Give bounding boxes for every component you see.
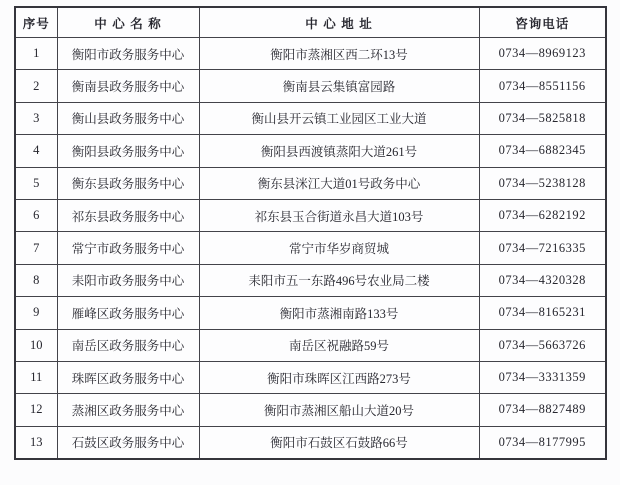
cell-row-number: 12 <box>15 394 57 426</box>
cell-center-name: 常宁市政务服务中心 <box>57 232 199 264</box>
cell-phone-number: 0734—8969123 <box>479 38 606 70</box>
cell-phone-number: 0734—8177995 <box>479 426 606 459</box>
table-row <box>15 167 606 199</box>
cell-center-address: 衡阳市蒸湘南路133号 <box>199 297 479 329</box>
cell-center-address: 祁东县玉合街道永昌大道103号 <box>199 199 479 231</box>
table-header <box>15 7 606 38</box>
cell-phone-number: 0734—5825818 <box>479 102 606 134</box>
cell-row-number: 6 <box>15 199 57 231</box>
cell-center-name: 雁峰区政务服务中心 <box>57 297 199 329</box>
cell-center-address: 衡阳市珠晖区江西路273号 <box>199 361 479 393</box>
cell-row-number: 9 <box>15 297 57 329</box>
table-row <box>15 297 606 329</box>
cell-row-number: 13 <box>15 426 57 459</box>
table-row <box>15 38 606 70</box>
cell-center-address: 衡阳市石鼓区石鼓路66号 <box>199 426 479 459</box>
cell-center-address: 耒阳市五一东路496号农业局二楼 <box>199 264 479 296</box>
cell-center-name: 石鼓区政务服务中心 <box>57 426 199 459</box>
cell-center-name: 衡阳县政务服务中心 <box>57 135 199 167</box>
header-row <box>15 7 606 38</box>
table-row <box>15 264 606 296</box>
cell-center-name: 耒阳市政务服务中心 <box>57 264 199 296</box>
cell-center-address: 衡南县云集镇富园路 <box>199 70 479 102</box>
table-row <box>15 426 606 459</box>
cell-row-number: 2 <box>15 70 57 102</box>
cell-center-name: 衡东县政务服务中心 <box>57 167 199 199</box>
cell-phone-number: 0734—7216335 <box>479 232 606 264</box>
cell-phone-number: 0734—8551156 <box>479 70 606 102</box>
cell-row-number: 11 <box>15 361 57 393</box>
cell-phone-number: 0734—8827489 <box>479 394 606 426</box>
cell-center-address: 常宁市华岁商贸城 <box>199 232 479 264</box>
table-row <box>15 102 606 134</box>
cell-center-address: 衡阳县西渡镇蒸阳大道261号 <box>199 135 479 167</box>
cell-center-address: 衡阳市蒸湘区船山大道20号 <box>199 394 479 426</box>
cell-center-name: 衡阳市政务服务中心 <box>57 38 199 70</box>
cell-center-address: 衡山县开云镇工业园区工业大道 <box>199 102 479 134</box>
cell-center-address: 衡阳市蒸湘区西二环13号 <box>199 38 479 70</box>
cell-center-name: 衡山县政务服务中心 <box>57 102 199 134</box>
cell-phone-number: 0734—5663726 <box>479 329 606 361</box>
cell-row-number: 7 <box>15 232 57 264</box>
table-row <box>15 70 606 102</box>
cell-row-number: 1 <box>15 38 57 70</box>
table-row <box>15 135 606 167</box>
table-body <box>15 38 606 460</box>
table-row <box>15 232 606 264</box>
cell-center-address: 衡东县洣江大道01号政务中心 <box>199 167 479 199</box>
cell-phone-number: 0734—6882345 <box>479 135 606 167</box>
table-row <box>15 199 606 231</box>
cell-row-number: 3 <box>15 102 57 134</box>
column-header-phone: 咨询电话 <box>479 7 606 38</box>
cell-phone-number: 0734—8165231 <box>479 297 606 329</box>
cell-phone-number: 0734—6282192 <box>479 199 606 231</box>
column-header-address: 中 心 地 址 <box>199 7 479 38</box>
cell-row-number: 8 <box>15 264 57 296</box>
table-row <box>15 361 606 393</box>
cell-center-name: 南岳区政务服务中心 <box>57 329 199 361</box>
table-row <box>15 394 606 426</box>
cell-center-name: 珠晖区政务服务中心 <box>57 361 199 393</box>
cell-center-name: 祁东县政务服务中心 <box>57 199 199 231</box>
cell-phone-number: 0734—4320328 <box>479 264 606 296</box>
cell-center-name: 衡南县政务服务中心 <box>57 70 199 102</box>
cell-row-number: 5 <box>15 167 57 199</box>
service-centers-table <box>14 6 607 460</box>
table-row <box>15 329 606 361</box>
column-header-index: 序号 <box>15 7 57 38</box>
cell-center-address: 南岳区祝融路59号 <box>199 329 479 361</box>
cell-center-name: 蒸湘区政务服务中心 <box>57 394 199 426</box>
cell-phone-number: 0734—3331359 <box>479 361 606 393</box>
column-header-name: 中 心 名 称 <box>57 7 199 38</box>
cell-phone-number: 0734—5238128 <box>479 167 606 199</box>
cell-row-number: 10 <box>15 329 57 361</box>
cell-row-number: 4 <box>15 135 57 167</box>
